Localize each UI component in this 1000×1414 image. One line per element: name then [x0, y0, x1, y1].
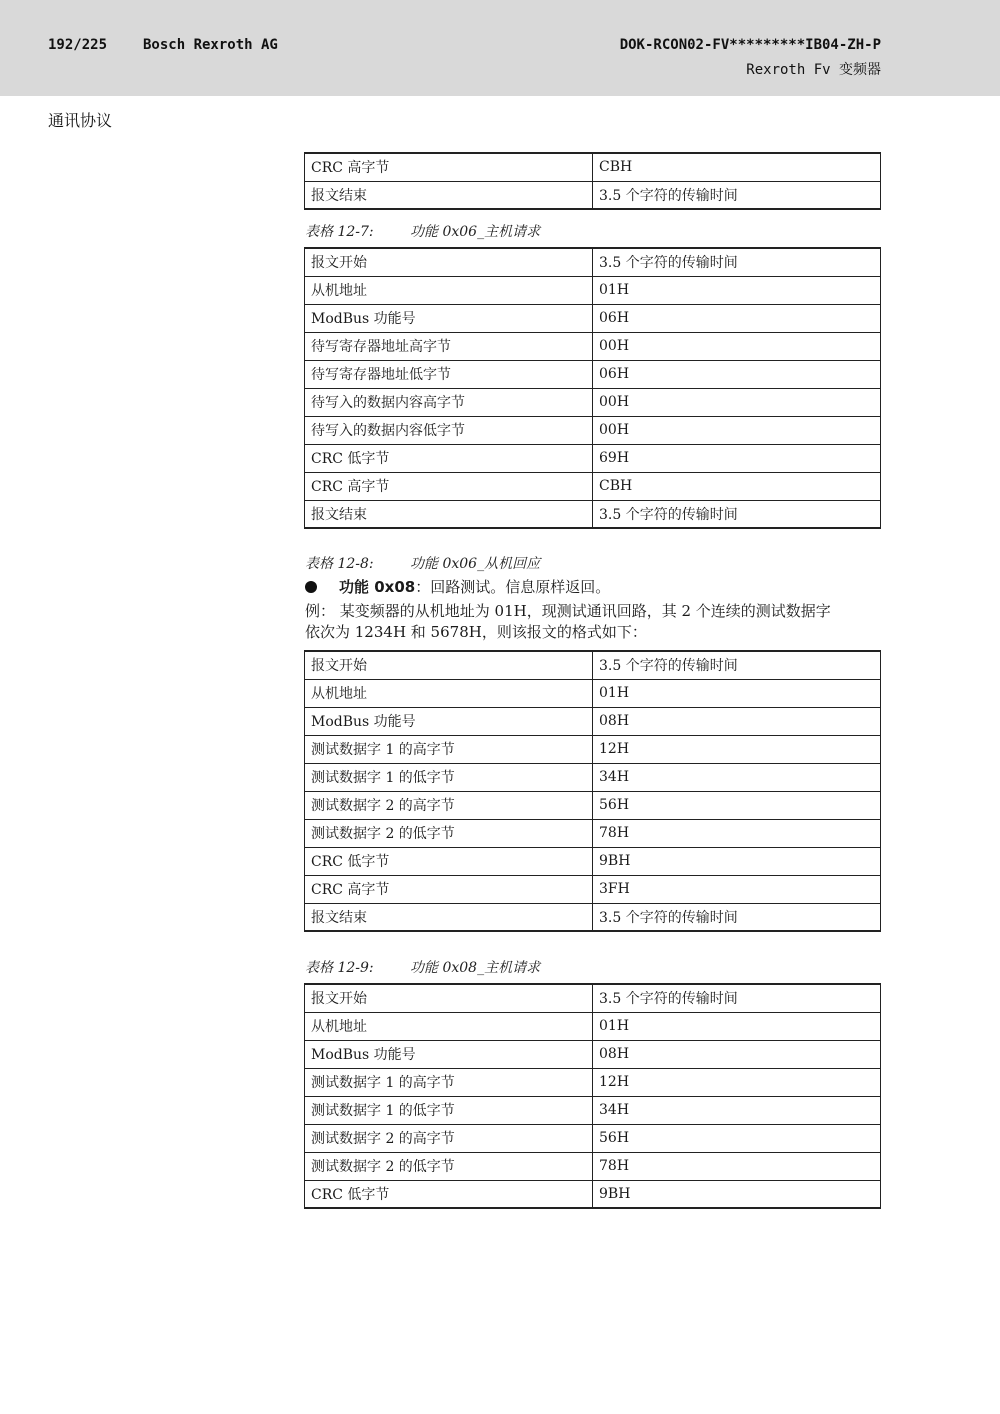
field-name-cell: ModBus 功能号 — [305, 707, 593, 735]
table-row — [305, 791, 881, 819]
table-row — [305, 847, 881, 875]
table-row — [305, 819, 881, 847]
table-row — [305, 1096, 881, 1124]
caption-table-12-8 — [305, 553, 541, 573]
table-row — [305, 1124, 881, 1152]
field-value-cell: 00H — [593, 388, 881, 416]
field-name-cell: 测试数据字 1 的高字节 — [305, 1068, 593, 1096]
caption-table-12-9 — [305, 957, 541, 977]
field-name-cell: 报文结束 — [305, 181, 593, 209]
field-value-cell: 34H — [593, 1096, 881, 1124]
table-row — [305, 875, 881, 903]
field-name-cell: 报文开始 — [305, 651, 593, 679]
field-value-cell: 06H — [593, 304, 881, 332]
table-row — [305, 360, 881, 388]
table-row — [305, 181, 881, 209]
field-value-cell: 06H — [593, 360, 881, 388]
field-name-cell: 从机地址 — [305, 276, 593, 304]
function-bullet — [305, 576, 610, 597]
table-row — [305, 1040, 881, 1068]
field-name-cell: 待写寄存器地址低字节 — [305, 360, 593, 388]
field-name-cell: CRC 低字节 — [305, 1180, 593, 1208]
field-value-cell: 12H — [593, 735, 881, 763]
page-header — [0, 0, 1000, 96]
function-description: ：回路测试。信息原样返回。 — [415, 578, 611, 596]
field-name-cell: 测试数据字 2 的高字节 — [305, 1124, 593, 1152]
field-name-cell: 待写入的数据内容低字节 — [305, 416, 593, 444]
field-value-cell: 3.5 个字符的传输时间 — [593, 248, 881, 276]
field-name-cell: 测试数据字 2 的低字节 — [305, 819, 593, 847]
bullet-icon — [305, 581, 317, 593]
caption-title: 功能 0x06_主机请求 — [410, 224, 541, 240]
field-name-cell: 从机地址 — [305, 679, 593, 707]
field-name-cell: ModBus 功能号 — [305, 304, 593, 332]
table-row — [305, 248, 881, 276]
field-name-cell: CRC 低字节 — [305, 847, 593, 875]
caption-label: 表格 12-8: — [305, 556, 374, 572]
field-value-cell: 69H — [593, 444, 881, 472]
field-value-cell: 00H — [593, 332, 881, 360]
table-row — [305, 735, 881, 763]
table-row — [305, 651, 881, 679]
table-row — [305, 1012, 881, 1040]
table-row — [305, 984, 881, 1012]
document-id: DOK-RCON02-FV*********IB04-ZH-P — [619, 37, 881, 53]
field-value-cell: CBH — [593, 472, 881, 500]
example-paragraph — [305, 601, 885, 643]
field-name-cell: 测试数据字 2 的低字节 — [305, 1152, 593, 1180]
field-name-cell: 测试数据字 1 的低字节 — [305, 763, 593, 791]
field-name-cell: 报文结束 — [305, 500, 593, 528]
caption-label: 表格 12-9: — [305, 960, 374, 976]
field-name-cell: 测试数据字 1 的高字节 — [305, 735, 593, 763]
table-row — [305, 707, 881, 735]
field-name-cell: 从机地址 — [305, 1012, 593, 1040]
function-keyword: 功能 0x08 — [339, 578, 416, 596]
caption-title: 功能 0x06_从机回应 — [410, 556, 541, 572]
company-name: Bosch Rexroth AG — [143, 37, 278, 53]
field-value-cell: 34H — [593, 763, 881, 791]
example-line-2: 依次为 1234H 和 5678H，则该报文的格式如下： — [305, 623, 647, 641]
table-row — [305, 332, 881, 360]
table-12-8 — [304, 247, 881, 529]
field-name-cell: ModBus 功能号 — [305, 1040, 593, 1068]
field-value-cell: 3.5 个字符的传输时间 — [593, 984, 881, 1012]
field-value-cell: 00H — [593, 416, 881, 444]
field-name-cell: 报文开始 — [305, 984, 593, 1012]
field-name-cell: 报文开始 — [305, 248, 593, 276]
field-value-cell: 3FH — [593, 875, 881, 903]
caption-label: 表格 12-7: — [305, 224, 374, 240]
table-row — [305, 1068, 881, 1096]
table-row — [305, 416, 881, 444]
field-value-cell: 01H — [593, 276, 881, 304]
field-value-cell: 12H — [593, 1068, 881, 1096]
section-title: 通讯协议 — [48, 111, 113, 130]
field-value-cell: 56H — [593, 1124, 881, 1152]
field-name-cell: 测试数据字 1 的低字节 — [305, 1096, 593, 1124]
table-row — [305, 444, 881, 472]
field-value-cell: 9BH — [593, 847, 881, 875]
page-number: 192/225 — [48, 37, 108, 53]
field-name-cell: CRC 低字节 — [305, 444, 593, 472]
table-row — [305, 500, 881, 528]
example-line-1: 例： 某变频器的从机地址为 01H，现测试通讯回路，其 2 个连续的测试数据字 — [305, 602, 831, 620]
table-row — [305, 276, 881, 304]
table-row — [305, 763, 881, 791]
field-value-cell: 08H — [593, 707, 881, 735]
field-name-cell: CRC 高字节 — [305, 875, 593, 903]
field-name-cell: 测试数据字 2 的高字节 — [305, 791, 593, 819]
table-12-9 — [304, 650, 881, 932]
field-name-cell: 待写寄存器地址高字节 — [305, 332, 593, 360]
table-row — [305, 1180, 881, 1208]
field-value-cell: 3.5 个字符的传输时间 — [593, 903, 881, 931]
table-12-6-tail — [304, 152, 881, 210]
field-value-cell: 01H — [593, 679, 881, 707]
field-value-cell: 08H — [593, 1040, 881, 1068]
field-value-cell: 01H — [593, 1012, 881, 1040]
field-value-cell: 3.5 个字符的传输时间 — [593, 181, 881, 209]
field-value-cell: CBH — [593, 153, 881, 181]
table-row — [305, 679, 881, 707]
field-name-cell: 待写入的数据内容高字节 — [305, 388, 593, 416]
caption-table-12-7 — [305, 221, 541, 241]
table-row — [305, 903, 881, 931]
table-row — [305, 153, 881, 181]
table-row — [305, 388, 881, 416]
field-name-cell: CRC 高字节 — [305, 472, 593, 500]
field-value-cell: 3.5 个字符的传输时间 — [593, 500, 881, 528]
field-value-cell: 78H — [593, 819, 881, 847]
table-row — [305, 472, 881, 500]
field-name-cell: CRC 高字节 — [305, 153, 593, 181]
caption-title: 功能 0x08_主机请求 — [410, 960, 541, 976]
field-name-cell: 报文结束 — [305, 903, 593, 931]
table-12-10 — [304, 983, 881, 1209]
field-value-cell: 9BH — [593, 1180, 881, 1208]
field-value-cell: 3.5 个字符的传输时间 — [593, 651, 881, 679]
table-row — [305, 1152, 881, 1180]
field-value-cell: 78H — [593, 1152, 881, 1180]
product-name: Rexroth Fv 变频器 — [746, 62, 881, 78]
table-row — [305, 304, 881, 332]
field-value-cell: 56H — [593, 791, 881, 819]
